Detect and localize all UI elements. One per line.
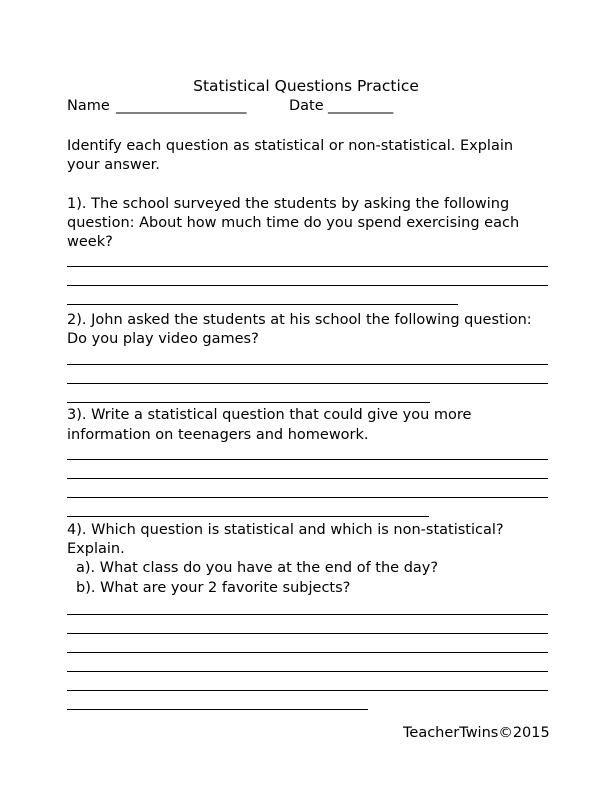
answer-line[interactable] xyxy=(67,402,430,403)
answer-line[interactable] xyxy=(67,690,548,691)
question-2-line-1: 2). John asked the students at his school the following question: xyxy=(67,312,532,328)
name-label: Name xyxy=(67,98,110,114)
answer-line[interactable] xyxy=(67,652,548,653)
answer-line[interactable] xyxy=(67,614,548,615)
page-title: Statistical Questions Practice xyxy=(193,77,419,95)
answer-line[interactable] xyxy=(67,516,429,517)
date-label: Date xyxy=(289,98,324,114)
answer-line[interactable] xyxy=(67,383,548,384)
answer-line[interactable] xyxy=(67,364,548,365)
question-1-line-2: question: About how much time do you spend exercising each xyxy=(67,215,520,231)
name-field[interactable]: __________________ xyxy=(116,98,247,114)
date-field[interactable]: _________ xyxy=(328,98,394,114)
question-1-line-3: week? xyxy=(67,234,113,250)
question-4-line-1: 4). Which question is statistical and which is non-statistical? xyxy=(67,522,504,538)
question-1-line-1: 1). The school surveyed the students by asking the following xyxy=(67,196,510,212)
answer-line[interactable] xyxy=(67,497,548,498)
answer-line[interactable] xyxy=(67,304,458,305)
answer-line[interactable] xyxy=(67,633,548,634)
answer-line[interactable] xyxy=(67,478,548,479)
question-3-line-1: 3). Write a statistical question that could give you more xyxy=(67,407,472,423)
question-3-line-2: information on teenagers and homework. xyxy=(67,427,369,443)
question-4-option-b: b). What are your 2 favorite subjects? xyxy=(76,580,351,596)
instructions-line-2: your answer. xyxy=(67,157,160,173)
question-2-line-2: Do you play video games? xyxy=(67,331,259,347)
question-4-line-2: Explain. xyxy=(67,541,125,557)
answer-line[interactable] xyxy=(67,671,548,672)
answer-line[interactable] xyxy=(67,285,548,286)
answer-line[interactable] xyxy=(67,459,548,460)
copyright-footer: TeacherTwins©2015 xyxy=(403,725,550,741)
answer-line[interactable] xyxy=(67,709,368,710)
instructions-line-1: Identify each question as statistical or non-statistical. Explain xyxy=(67,138,514,154)
question-4-option-a: a). What class do you have at the end of the day? xyxy=(76,560,439,576)
answer-line[interactable] xyxy=(67,266,548,267)
